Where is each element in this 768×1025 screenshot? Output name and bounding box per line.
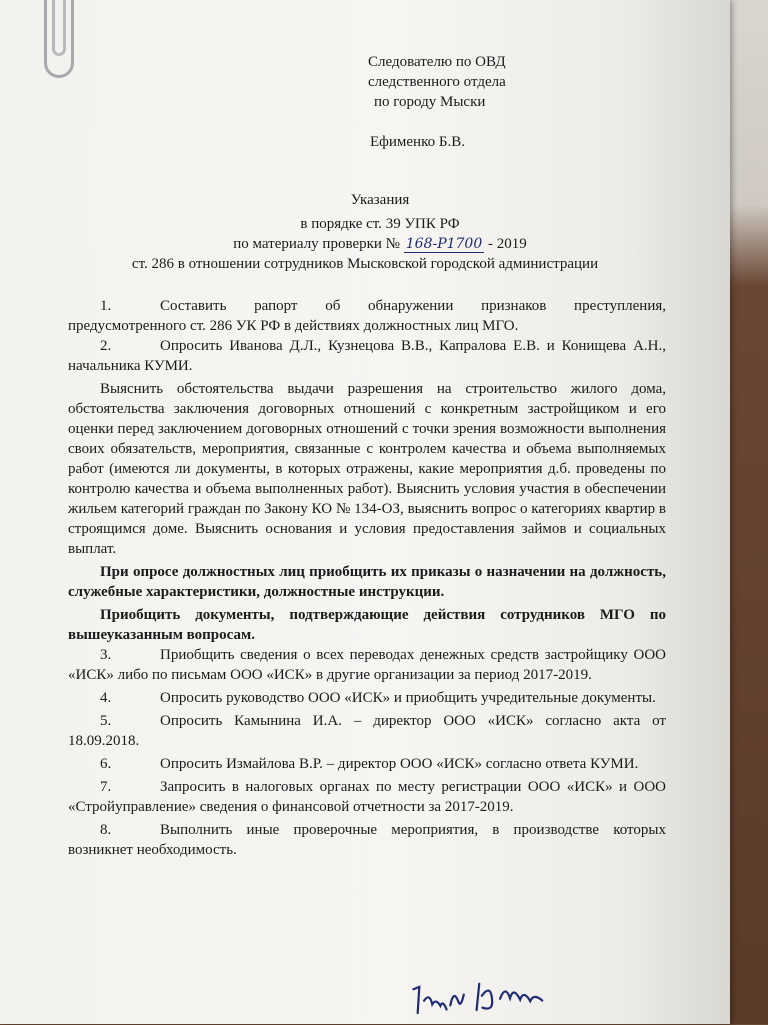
addressee-line-3: по городу Мыски: [374, 94, 486, 110]
document-body: [68, 296, 666, 860]
heading-line-2: в порядке ст. 39 УПК РФ: [300, 216, 460, 232]
addressee-name: Ефименко Б.В.: [370, 134, 465, 150]
addressee-line-1: Следователю по ОВД: [368, 54, 506, 70]
document-title: Указания: [350, 192, 410, 208]
item-8: 8. Выполнить иные проверочные мероприятия, в производстве которых возникнет необходимость.: [68, 822, 666, 858]
item-7: 7. Запросить в налоговых органах по месту регистрации ООО «ИСК» и ООО «Стройуправление» сведения о финансовой отчетности за 2017-2019.: [68, 779, 666, 815]
item-6: 6. Опросить Измайлова В.Р. – директор ООО «ИСК» согласно ответа КУМИ.: [100, 756, 639, 772]
heading-line-3: [0, 236, 730, 253]
item-2-detail: Выяснить обстоятельства выдачи разрешения на строительство жилого дома, обстоятельства заключения договорных отношений с конкретным застройщиком и его оценки перед заключением договорных отношений с точки зрения возможности выполнения своих обязательств, мероприятия, связанные с контролем качества и объема выполняемых работ (имеются ли документы, в которых отражены, какие мероприятия д.б. проведены по контролю качества и объема выполненных работ). Выяснить условия участия в обеспечении жильем категорий граждан по Закону КО № 134-ОЗ, выяснить вопрос о категориях квартир в строящимся доме. Выяснить основания и условия предоставления займов и социальных выплат.: [68, 381, 666, 557]
heading-prefix: по материалу проверки №: [233, 236, 400, 252]
item-5: 5. Опросить Камынина И.А. – директор ООО «ИСК» согласно акта от 18.09.2018.: [68, 713, 666, 749]
item-2: 2. Опросить Иванова Д.Л., Кузнецова В.В., Капралова Е.В. и Конищева А.Н., начальника КУМИ.: [68, 338, 666, 374]
heading-suffix: - 2019: [488, 236, 527, 252]
item-1: 1. Составить рапорт об обнаружении признаков преступления, предусмотренного ст. 286 УК РФ в действиях должностных лиц МГО.: [68, 298, 666, 334]
heading-line-4: ст. 286 в отношении сотрудников Мысковской городской администрации: [131, 256, 599, 272]
bold-instruction-1: При опросе должностных лиц приобщить их приказы о назначении на должность, служебные характеристики, должностные инструкции.: [68, 564, 666, 600]
bold-instruction-2: Приобщить документы, подтверждающие действия сотрудников МГО по вышеуказанным вопросам.: [68, 607, 666, 643]
item-3: 3. Приобщить сведения о всех переводах денежных средств застройщику ООО «ИСК» либо по письмам ООО «ИСК» в другие организации за период 2017-2019.: [68, 647, 666, 683]
handwritten-number: 168-Р1700: [405, 236, 483, 252]
addressee-block: [368, 52, 506, 112]
addressee-line-2: следственного отдела: [368, 74, 506, 90]
handwritten-signature: [409, 971, 581, 1025]
item-4: 4. Опросить руководство ООО «ИСК» и приобщить учредительные документы.: [100, 690, 656, 706]
paperclip-inner-icon: [52, 0, 66, 56]
